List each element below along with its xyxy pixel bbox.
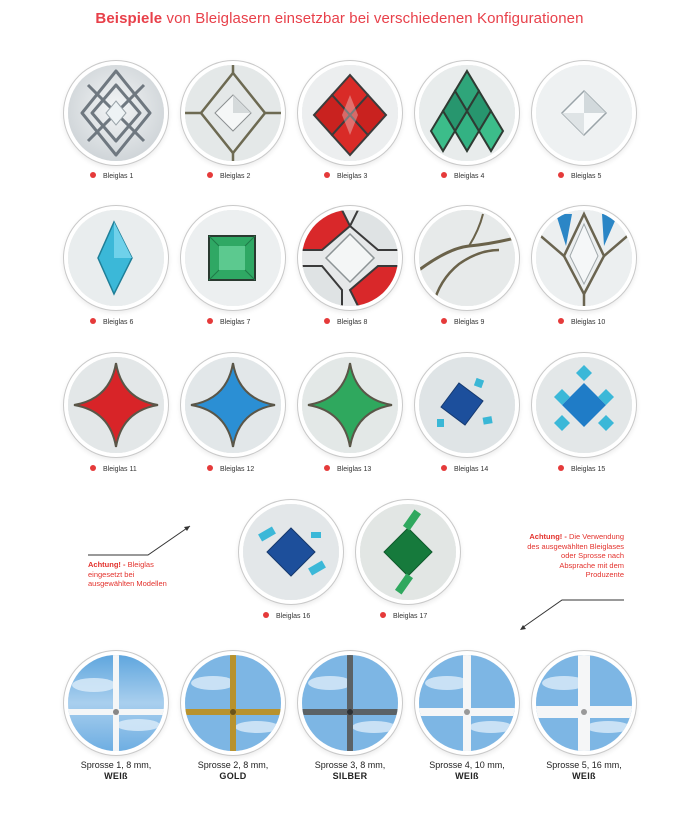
bullet-icon [207,465,213,471]
bullet-icon [380,612,386,618]
bullet-icon [324,318,330,324]
bleiglas-16-label: Bleiglas 16 [276,613,311,620]
bleiglas-10-caption [558,316,605,330]
bleiglas-5-image [536,65,632,161]
bleiglas-6-label: Bleiglas 6 [103,319,134,326]
bleiglas-2-image [185,65,281,161]
sprosse-3-color: SILBER [332,771,368,781]
bleiglas-12-image [185,357,281,453]
bleiglas-1-image [68,65,164,161]
bleiglas-16-image [243,504,339,600]
sprosse-2-label: Sprosse 2, 8 mm, [197,760,269,770]
bleiglas-2-label: Bleiglas 2 [220,173,251,180]
bleiglas-7-label: Bleiglas 7 [220,319,251,326]
bleiglas-15-caption [558,463,605,477]
bleiglas-1-caption [90,170,133,184]
note-left [88,560,168,589]
bleiglas-3-image [302,65,398,161]
bleiglas-11-caption [90,463,137,477]
bullet-icon [441,465,447,471]
bullet-icon [441,172,447,178]
sprosse-5-caption [529,760,639,782]
sprosse-2-image [185,655,281,751]
bullet-icon [324,465,330,471]
sprosse-2-caption [178,760,288,782]
bullet-icon [558,172,564,178]
bullet-icon [90,318,96,324]
bleiglas-8-image [302,210,398,306]
bleiglas-16-caption [263,610,310,624]
bullet-icon [558,465,564,471]
note-right [526,532,624,580]
bleiglas-3-caption [324,170,367,184]
sprosse-5-image [536,655,632,751]
bleiglas-12-label: Bleiglas 12 [220,466,255,473]
bleiglas-8-label: Bleiglas 8 [337,319,368,326]
sprosse-4-color: WEIß [455,771,479,781]
bleiglas-13-caption [324,463,371,477]
bullet-icon [90,172,96,178]
bleiglas-2-caption [207,170,250,184]
bleiglas-9-image [419,210,515,306]
bleiglas-14-image [419,357,515,453]
bleiglas-4-image [419,65,515,161]
bleiglas-11-image [68,357,164,453]
bleiglas-9-caption [441,316,484,330]
bullet-icon [558,318,564,324]
sprosse-5-label: Sprosse 5, 16 mm, [546,760,622,770]
bullet-icon [441,318,447,324]
bleiglas-3-label: Bleiglas 3 [337,173,368,180]
bleiglas-17-label: Bleiglas 17 [393,613,428,620]
bleiglas-13-image [302,357,398,453]
bleiglas-7-image [185,210,281,306]
sprosse-3-caption [295,760,405,782]
sprosse-1-color: WEIß [104,771,128,781]
bleiglas-6-caption [90,316,133,330]
bleiglas-8-caption [324,316,367,330]
bleiglas-14-label: Bleiglas 14 [454,466,489,473]
bullet-icon [324,172,330,178]
arrow-down-left-icon [516,598,626,634]
sprosse-4-label: Sprosse 4, 10 mm, [429,760,505,770]
arrow-up-right-icon [88,520,198,560]
sprosse-2-color: GOLD [219,771,247,781]
title-bold: Beispiele [95,10,163,27]
bleiglas-10-image [536,210,632,306]
bleiglas-12-caption [207,463,254,477]
bleiglas-5-caption [558,170,601,184]
bleiglas-7-caption [207,316,250,330]
sprosse-1-label: Sprosse 1, 8 mm, [80,760,152,770]
bleiglas-10-label: Bleiglas 10 [571,319,606,326]
note-left-bold: Achtung! - [88,560,126,569]
bleiglas-6-image [68,210,164,306]
sprosse-5-color: WEIß [572,771,596,781]
bleiglas-4-label: Bleiglas 4 [454,173,485,180]
bullet-icon [207,172,213,178]
sprosse-1-image [68,655,164,751]
bullet-icon [90,465,96,471]
bleiglas-13-label: Bleiglas 13 [337,466,372,473]
bleiglas-15-label: Bleiglas 15 [571,466,606,473]
bleiglas-17-caption [380,610,427,624]
bleiglas-4-caption [441,170,484,184]
note-left-text: Bleiglas eingesetzt bei ausgewählten Modellen [88,560,167,588]
sprosse-4-caption [412,760,522,782]
bleiglas-9-label: Bleiglas 9 [454,319,485,326]
sprosse-3-label: Sprosse 3, 8 mm, [314,760,386,770]
sprosse-1-caption [61,760,171,782]
note-right-text: Die Verwendung des ausgewählten Bleiglases oder Sprosse nach Absprache mit dem Produzente [527,532,624,579]
sprosse-3-image [302,655,398,751]
page-title [0,10,679,27]
bleiglas-14-caption [441,463,488,477]
bleiglas-17-image [360,504,456,600]
bullet-icon [207,318,213,324]
bleiglas-5-label: Bleiglas 5 [571,173,602,180]
bleiglas-11-label: Bleiglas 11 [103,466,137,473]
bleiglas-1-label: Bleiglas 1 [103,173,134,180]
note-right-bold: Achtung! - [529,532,567,541]
bullet-icon [263,612,269,618]
title-rest: von Bleiglasern einsetzbar bei verschiedenen Konfigurationen [162,10,584,27]
sprosse-4-image [419,655,515,751]
bleiglas-15-image [536,357,632,453]
